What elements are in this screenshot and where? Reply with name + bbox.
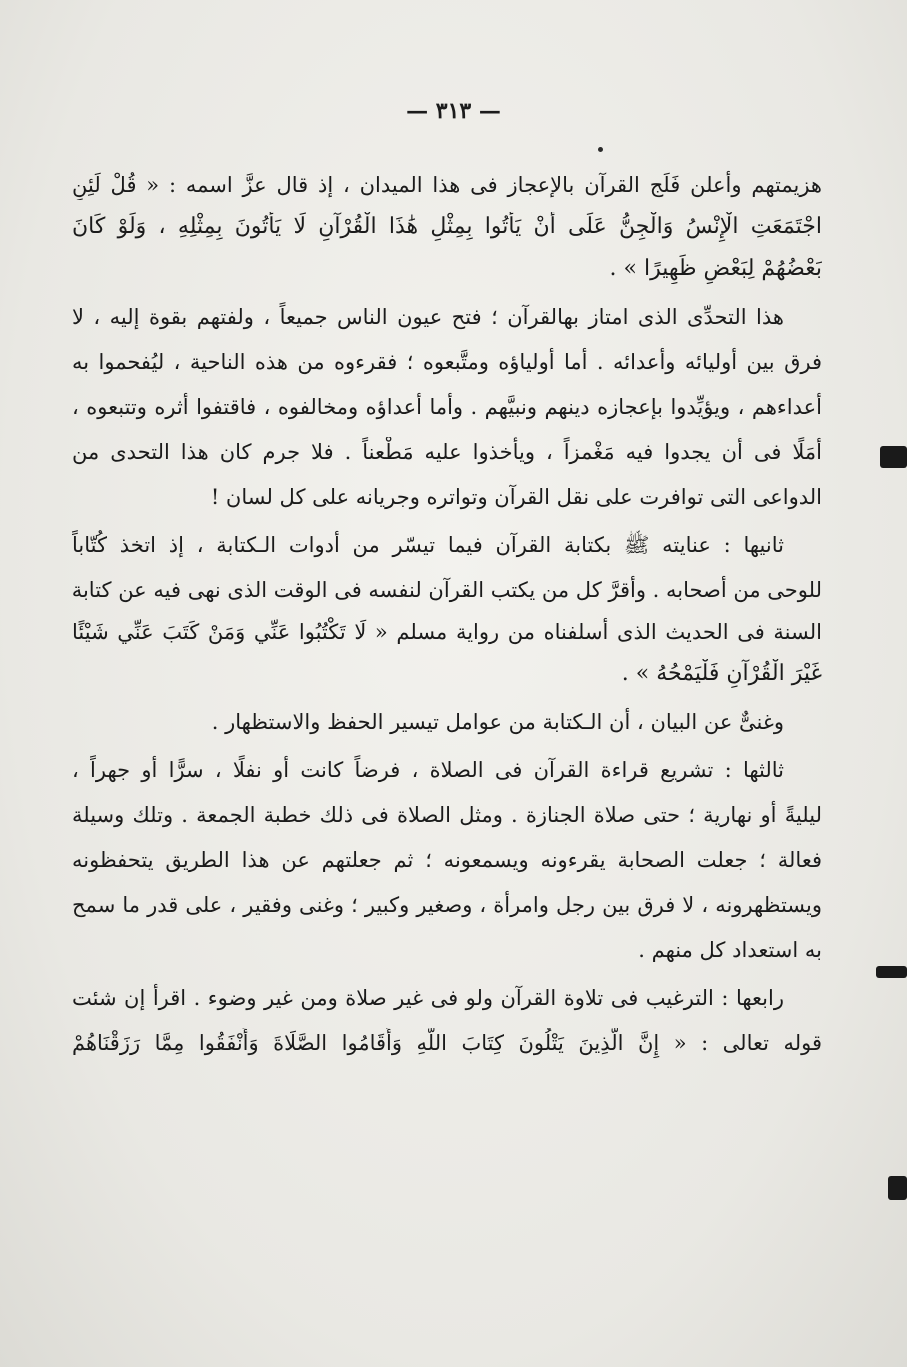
page-number: — ٣١٣ —: [406, 98, 501, 124]
text-line: ليليةً أو نهارية ؛ حتى صلاة الجنازة . ومثل الصلاة فى ذلك خطبة الجمعة . وتلك وسيلة: [72, 803, 822, 827]
text-line: الدواعى التى توافرت على نقل القرآن وتواتره وجريانه على كل لسان !: [210, 485, 822, 509]
text-line: أعداءهم ، ويؤيِّدوا بإعجازه دينهم ونبيَّهم . وأما أعداؤه ومخالفوه ، فاقتفوا أثره وتتبعوه ،: [72, 395, 822, 419]
quran-verse-line: بَعْضُهُمْ لِبَعْضٍ ظَهِيرًا » .: [609, 256, 822, 281]
text-line: فعالة ؛ جعلت الصحابة يقرءونه ويسمعونه ؛ ثم جعلتهم عن هذا الطريق يتحفظونه: [72, 848, 822, 872]
text-line: ثالثها : تشريع قراءة القرآن فى الصلاة ، فرضاً كانت أو نفلًا ، سرًّا أو جهراً ،: [72, 758, 784, 782]
text-line: فرق بين أوليائه وأعدائه . أما أولياؤه ومتَّبعوه ؛ فقرءوه من هذه الناحية ، ليُفحموا به: [72, 350, 822, 374]
margin-ink-mark: [880, 446, 907, 468]
margin-ink-mark: [888, 1176, 907, 1200]
text-line: وغنىٌّ عن البيان ، أن الـكتابة من عوامل تيسير الحفظ والاستظهار .: [211, 710, 784, 734]
body-text: [72, 170, 822, 1058]
ink-speck: [598, 147, 603, 152]
hadith-line: غَيْرَ الْقُرْآنِ فَلْيَمْحُهُ » .: [621, 661, 822, 686]
quran-verse-line: قوله تعالى : « إِنَّ الَّذِينَ يَتْلُونَ كِتَابَ اللَّهِ وَأَقَامُوا الصَّلَاةَ وَأَنْفَقُوا مِمَّا رَزَقْنَاهُمْ: [72, 1031, 822, 1055]
margin-ink-mark: [876, 966, 907, 978]
text-line: هذا التحدِّى الذى امتاز بهالقرآن ؛ فتح عيون الناس جميعاً ، ولفتهم بقوة إليه ، لا: [72, 305, 784, 329]
text-line: ويستظهرونه ، لا فرق بين رجل وامرأة ، وصغير وكبير ؛ وغنى وفقير ، على قدر ما سمح: [72, 893, 822, 917]
text-line: به استعداد كل منهم .: [638, 938, 822, 962]
quran-verse-line: اجْتَمَعَتِ الْإِنْسُ وَالْجِنُّ عَلَى أَنْ يَأْتُوا بِمِثْلِ هَٰذَا الْقُرْآنِ لَا يَأْتُونَ بِمِثْلِهِ ، وَلَوْ كَانَ: [72, 214, 822, 239]
hadith-line: السنة فى الحديث الذى أسلفناه من رواية مسلم « لَا تَكْتُبُوا عَنِّي وَمَنْ كَتَبَ عَنِّي شَيْئًا: [72, 620, 822, 644]
text-line: أمَلًا فى أن يجدوا فيه مَغْمزاً ، ويأخذوا عليه مَطْعناً . فلا جرم كان هذا التحدى من: [72, 440, 822, 464]
text-line: هزيمتهم وأعلن فَلَج القرآن بالإعجاز فى هذا الميدان ، إذ قال عزَّ اسمه : « قُلْ لَئِنِ: [72, 173, 822, 197]
text-line: ثانيها : عنايته ﷺ بكتابة القرآن فيما تيسّر من أدوات الـكتابة ، إذ اتخذ كُتّاباً: [72, 533, 784, 557]
text-line: رابعها : الترغيب فى تلاوة القرآن ولو فى غير صلاة ومن غير وضوء . اقرأ إن شئت: [72, 986, 784, 1010]
text-line: للوحى من أصحابه . وأقرَّ كل من يكتب القرآن لنفسه فى الوقت الذى نهى فيه عن كتابة: [72, 578, 822, 602]
